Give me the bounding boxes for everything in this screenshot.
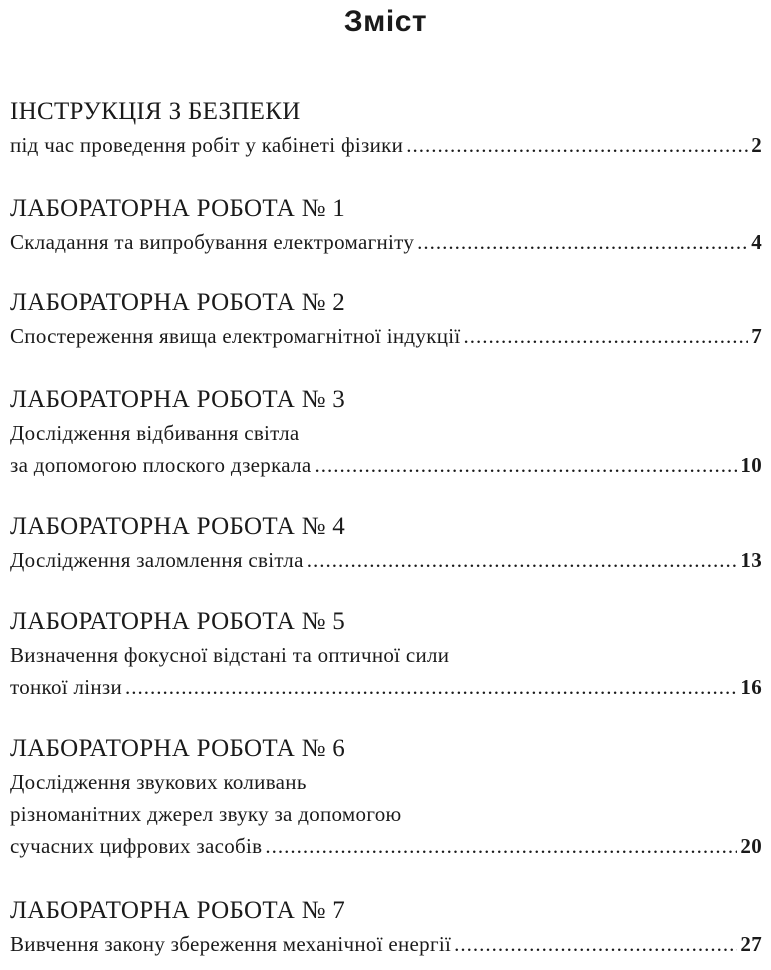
entry-heading: ЛАБОРАТОРНА РОБОТА № 7 — [10, 897, 346, 924]
entry-subtitle: Визначення фокусної відстані та оптичної сили — [10, 643, 450, 667]
entry-subtitle: під час проведення робіт у кабінеті фізики — [10, 133, 404, 157]
toc-entry-lab-6[interactable] — [10, 732, 762, 862]
page-number: 27 — [740, 932, 762, 956]
entry-subtitle: різноманітних джерел звуку за допомогою — [10, 802, 402, 826]
entry-line — [10, 449, 762, 481]
entry-line — [10, 928, 762, 960]
page-title: Зміст — [343, 5, 428, 38]
dot-leader — [265, 830, 737, 862]
toc-entry-lab-2[interactable] — [10, 286, 762, 352]
entry-subtitle: Дослідження звукових коливань — [10, 770, 307, 794]
entry-line — [10, 320, 762, 352]
entry-heading: ЛАБОРАТОРНА РОБОТА № 4 — [10, 513, 346, 540]
entry-subtitle: Вивчення закону збереження механічної енергії — [10, 932, 452, 956]
entry-line — [10, 129, 762, 161]
toc-entry-lab-5[interactable] — [10, 605, 762, 703]
toc-entry-lab-7[interactable] — [10, 894, 762, 960]
page-number: 4 — [751, 230, 762, 254]
entry-line — [10, 544, 762, 576]
toc-entry-lab-3[interactable] — [10, 383, 762, 481]
page-number: 16 — [740, 675, 762, 699]
entry-subtitle: Спостереження явища електромагнітної індукції — [10, 324, 461, 348]
toc-entry-lab-4[interactable] — [10, 510, 762, 576]
entry-subtitle: Дослідження заломлення світла — [10, 548, 304, 572]
page-number: 20 — [740, 834, 762, 858]
toc-entry-safety[interactable] — [10, 95, 762, 161]
entry-subtitle: за допомогою плоского дзеркала — [10, 453, 312, 477]
page-number: 13 — [740, 548, 762, 572]
dot-leader — [307, 544, 738, 576]
page-number: 2 — [751, 133, 762, 157]
entry-heading: ЛАБОРАТОРНА РОБОТА № 1 — [10, 195, 346, 222]
dot-leader — [315, 449, 738, 481]
entry-line — [10, 830, 762, 862]
entry-heading: ІНСТРУКЦІЯ З БЕЗПЕКИ — [10, 98, 301, 125]
entry-heading: ЛАБОРАТОРНА РОБОТА № 5 — [10, 608, 346, 635]
dot-leader — [464, 320, 749, 352]
page-number: 10 — [740, 453, 762, 477]
entry-heading: ЛАБОРАТОРНА РОБОТА № 3 — [10, 386, 346, 413]
entry-subtitle: Дослідження відбивання світла — [10, 421, 300, 445]
page-number: 7 — [751, 324, 762, 348]
entry-subtitle: Складання та випробування електромагніту — [10, 230, 415, 254]
dot-leader — [125, 671, 737, 703]
entry-subtitle: сучасних цифрових засобів — [10, 834, 263, 858]
entry-heading: ЛАБОРАТОРНА РОБОТА № 6 — [10, 735, 346, 762]
entry-heading: ЛАБОРАТОРНА РОБОТА № 2 — [10, 289, 346, 316]
toc-entry-lab-1[interactable] — [10, 192, 762, 258]
dot-leader — [454, 928, 737, 960]
dot-leader — [417, 226, 748, 258]
dot-leader — [406, 129, 748, 161]
entry-line — [10, 226, 762, 258]
entry-line — [10, 671, 762, 703]
entry-subtitle: тонкої лінзи — [10, 675, 123, 699]
